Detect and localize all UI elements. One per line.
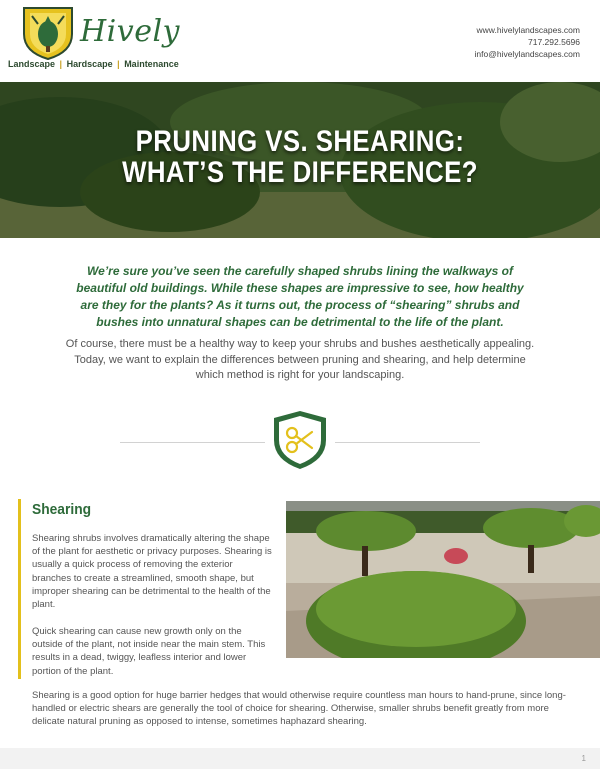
brand-name: Hively xyxy=(80,14,181,49)
company-logo[interactable] xyxy=(8,4,188,74)
divider-line-right xyxy=(335,442,480,443)
intro-lead: We’re sure you’ve seen the carefully shaped shrubs lining the walkways of beautiful old buildings. While these shapes are impressive to see, how healthy are they for the plants? As it turns out, the process of “shearing” shrubs and bushes into unnatural shapes can be detrimental to the life of the plant. xyxy=(76,264,524,329)
crest-icon xyxy=(22,4,74,60)
website-link[interactable]: www.hivelylandscapes.com xyxy=(476,25,580,35)
sheared-shrubs-photo xyxy=(286,501,600,658)
section-accent-bar xyxy=(18,499,21,679)
tagline-separator: | xyxy=(59,59,63,69)
page-header xyxy=(0,0,600,82)
footer-band xyxy=(0,748,600,769)
title-line-2: WHAT’S THE DIFFERENCE? xyxy=(122,156,478,189)
divider-line-left xyxy=(120,442,265,443)
intro-body: Of course, there must be a healthy way to keep your shrubs and bushes aesthetically appealing. Today, we want to explain the differences between pruning and shearing, and help determine which method is right for your landscaping. xyxy=(65,338,535,381)
phone-number[interactable]: 717.292.5696 xyxy=(528,37,580,47)
section-paragraph-2: Quick shearing can cause new growth only on the outside of the plant, not inside near the main stem. This results in a dead, twiggy, leafless interior and lower portion of the plant. xyxy=(32,626,266,677)
email-link[interactable]: info@hivelylandscapes.com xyxy=(474,49,580,59)
tagline-separator: | xyxy=(117,59,120,69)
tagline-hardscape: Hardscape xyxy=(66,59,113,69)
scissors-icon xyxy=(270,408,330,472)
section-title: Shearing xyxy=(32,501,92,518)
title-line-1: PRUNING VS. SHEARING: xyxy=(135,125,465,158)
hero-banner xyxy=(0,82,600,238)
section-paragraph-1: Shearing shrubs involves dramatically altering the shape of the plant for aesthetic or privacy purposes. Shearing is usually a quick process of removing the exterior branches to create a streamlined, smooth shape, but improper shearing can be detrimental to the health of the plant. xyxy=(32,533,272,611)
page-title xyxy=(42,126,558,188)
tagline-landscape: Landscape xyxy=(8,59,56,69)
tagline-maintenance: Maintenance xyxy=(124,59,179,69)
brand-tagline xyxy=(8,59,179,69)
section-paragraph-3: Shearing is a good option for huge barrier hedges that would otherwise require countless man hours to hand-prune, since long-handled or electric shears are generally the tool of choice for shearing. Otherwise, smaller shrubs benefit greatly from more delicate natural pruning as opposed to intense, sometimes haphazard shearing. xyxy=(32,690,566,728)
shrubs-illustration xyxy=(286,501,600,658)
contact-block xyxy=(475,24,581,60)
page-number: 1 xyxy=(581,754,586,763)
